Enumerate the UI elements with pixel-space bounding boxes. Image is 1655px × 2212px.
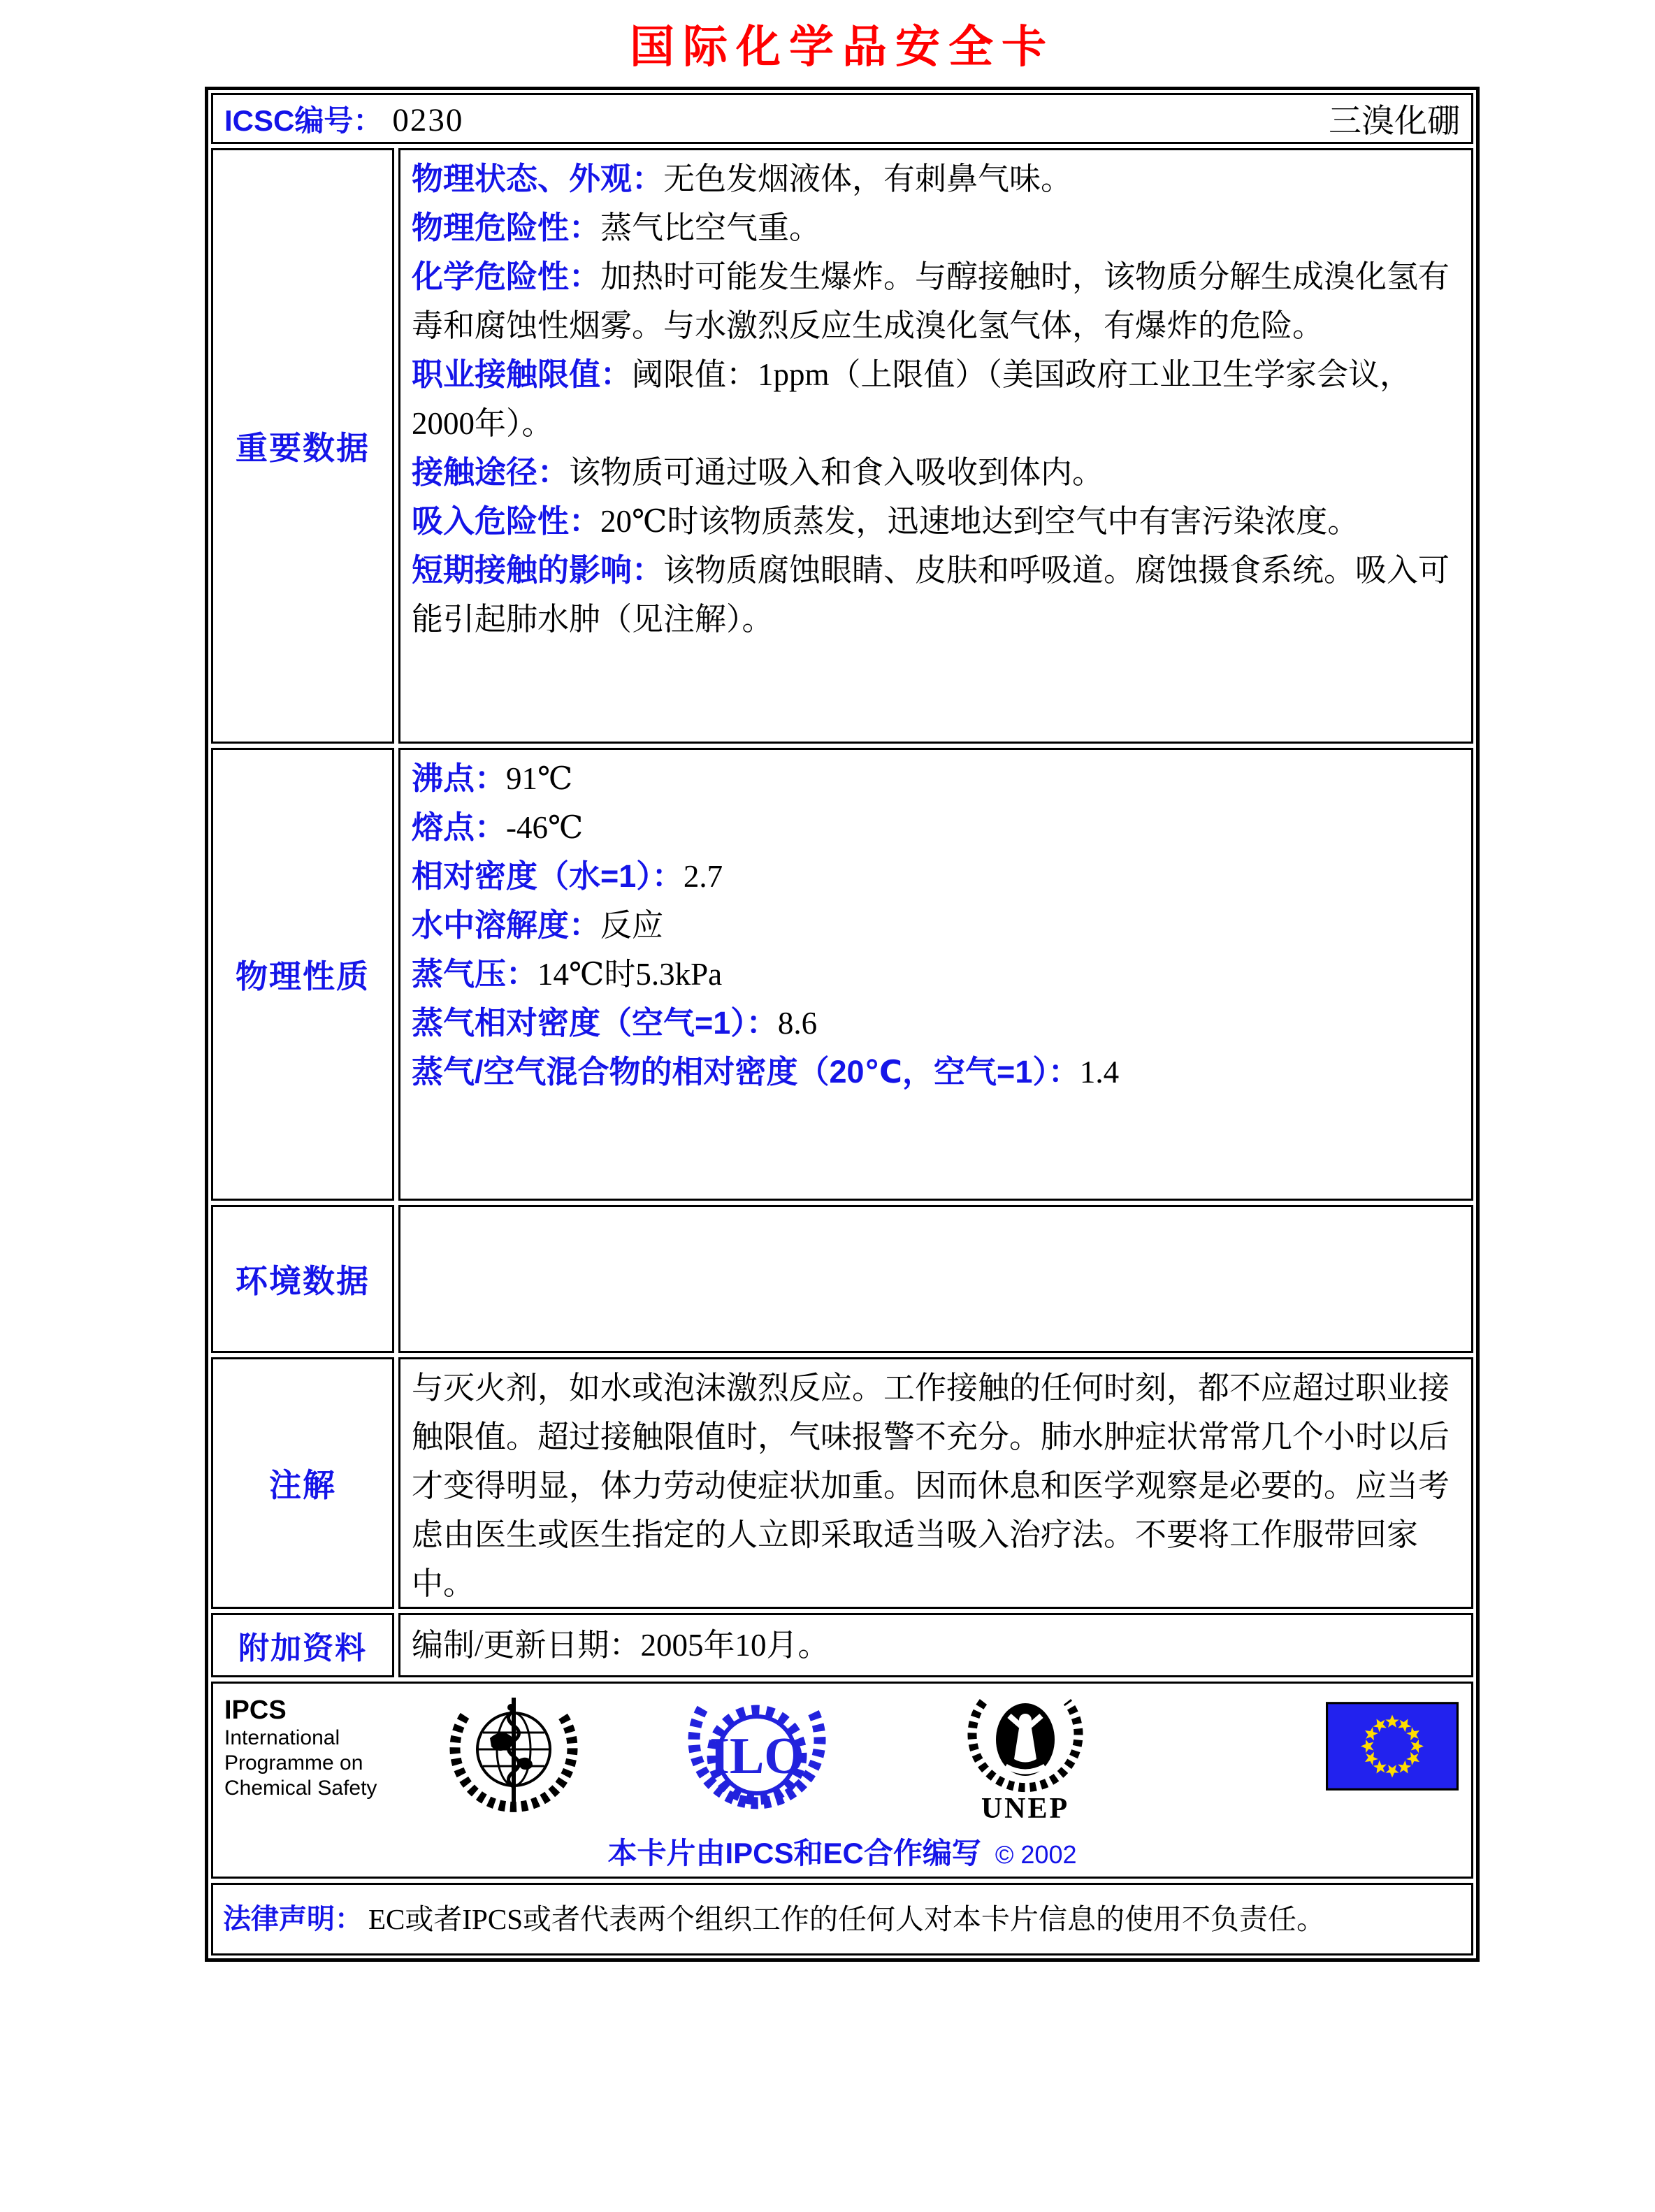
field: [412, 546, 1460, 644]
icsc-table: [205, 87, 1480, 1962]
section-heading-cell: [211, 748, 394, 1201]
section-heading: 重要数据: [236, 430, 370, 466]
field-label: 化学危险性：: [412, 259, 601, 294]
section-heading-cell: [211, 148, 394, 744]
field: [412, 803, 1460, 852]
field-text: 91℃: [506, 761, 573, 796]
section-heading: 环境数据: [236, 1263, 370, 1299]
field-text: 14℃时5.3kPa: [537, 957, 723, 992]
cooperation-caption: [213, 1830, 1471, 1872]
field-label: 熔点：: [412, 809, 507, 845]
header-cell: [211, 93, 1473, 144]
ipcs-line: Programme on: [224, 1751, 363, 1774]
header-row: [211, 93, 1473, 144]
field-label: 沸点：: [412, 760, 507, 796]
section-row-environmental-data: [211, 1205, 1473, 1353]
field-label: 接触途径：: [412, 454, 570, 490]
field: [412, 448, 1460, 497]
field-label: 蒸气/空气混合物的相对密度（20℃，空气=1）：: [412, 1054, 1080, 1090]
unep-label: UNEP: [981, 1793, 1070, 1825]
field-text: 8.6: [777, 1006, 818, 1041]
field-label: 蒸气压：: [412, 956, 538, 992]
field-label: 短期接触的影响：: [412, 552, 664, 588]
section-content: [398, 1357, 1473, 1609]
ipcs-line: Chemical Safety: [224, 1777, 377, 1800]
field: [412, 1048, 1460, 1097]
field-text: 2.7: [683, 859, 723, 894]
field-text: 1.4: [1079, 1055, 1120, 1090]
legal-label: 法律声明：: [223, 1904, 363, 1935]
field-text: 加热时可能发生爆炸。与醇接触时，该物质分解生成溴化氢有毒和腐蚀性烟雾。与水激烈反应生成溴化氢气体，有爆炸的危险。: [412, 259, 1450, 343]
field-label: 物理危险性：: [412, 210, 601, 245]
field: [412, 999, 1460, 1048]
ipcs-line: International: [224, 1726, 340, 1749]
field: [412, 754, 1460, 803]
notes-text: 与灭火剂，如水或泡沫激烈反应。工作接触的任何时刻，都不应超过职业接触限值。超过接触限值时，气味报警不充分。肺水肿症状常常几个小时以后才变得明显，体力劳动使症状加重。因而休息和医学观察是必要的。应当考虑由医生或医生指定的人立即采取适当吸入治疗法。不要将工作服带回家中。: [412, 1371, 1450, 1601]
legal-text: EC或者IPCS或者代表两个组织工作的任何人对本卡片信息的使用不负责任。: [368, 1903, 1325, 1935]
field-label: 吸入危险性：: [412, 503, 601, 539]
field-text: -46℃: [506, 810, 584, 845]
section-content: [398, 748, 1473, 1201]
field: [412, 252, 1460, 350]
section-row-physical-properties: [211, 748, 1473, 1201]
field: [412, 852, 1460, 901]
section-heading: 附加资料: [238, 1631, 367, 1665]
field-text: 无色发烟液体，有刺鼻气味。: [663, 161, 1073, 196]
page-title: 国际化学品安全卡: [630, 22, 1055, 72]
field-label: 水中溶解度：: [412, 907, 601, 943]
additional-info-text: 编制/更新日期：2005年10月。: [412, 1628, 830, 1663]
field-label: 物理状态、外观：: [412, 161, 664, 196]
section-heading: 物理性质: [236, 958, 370, 995]
field-text: 蒸气比空气重。: [600, 210, 821, 245]
section-row-important-data: [211, 148, 1473, 744]
section-heading: 注解: [269, 1467, 336, 1503]
field: [412, 950, 1460, 999]
section-row-notes: [211, 1357, 1473, 1609]
section-content: [398, 148, 1473, 744]
unep-logo: [955, 1686, 1095, 1823]
ilo-logo-icon: [677, 1685, 837, 1835]
section-content: [398, 1613, 1473, 1677]
logos-row: [211, 1682, 1473, 1879]
field-text: 阈限值：1ppm（上限值）（美国政府工业卫生学家会议，2000年）。: [412, 357, 1412, 441]
who-logo-icon: [444, 1686, 584, 1835]
field: [412, 901, 1460, 950]
field-label: 职业接触限值：: [412, 356, 633, 392]
field-text: 该物质可通过吸入和食入吸收到体内。: [569, 455, 1104, 490]
section-heading-cell: [211, 1205, 394, 1353]
field-text: 反应: [600, 908, 664, 943]
field-text: 该物质腐蚀眼睛、皮肤和呼吸道。腐蚀摄食系统。吸入可能引起肺水肿（见注解）。: [412, 553, 1450, 637]
ipcs-acronym: IPCS: [224, 1696, 287, 1725]
field: [412, 203, 1460, 252]
icsc-number-group: [224, 98, 463, 140]
ilo-letters: ILO: [709, 1728, 804, 1785]
icsc-number-label: ICSC编号：: [224, 103, 383, 137]
unep-logo-icon: [955, 1686, 1095, 1797]
section-row-additional-info: [211, 1613, 1473, 1677]
field-text: 20℃时该物质蒸发，迅速地达到空气中有害污染浓度。: [600, 504, 1359, 539]
field-label: 蒸气相对密度（空气=1）：: [412, 1005, 778, 1041]
eu-flag-icon: [1326, 1702, 1459, 1791]
field: [412, 497, 1460, 546]
legal-cell: [211, 1883, 1473, 1956]
ipcs-text-block: [224, 1695, 377, 1801]
chemical-name: 三溴化硼: [1329, 103, 1460, 140]
copyright-text: © 2002: [995, 1840, 1077, 1869]
field-label: 相对密度（水=1）：: [412, 858, 684, 894]
field: [412, 350, 1460, 448]
section-heading-cell: [211, 1613, 394, 1677]
icsc-number-value: 0230: [392, 101, 464, 138]
caption-text: 本卡片由IPCS和EC合作编写: [607, 1837, 981, 1870]
section-heading-cell: [211, 1357, 394, 1609]
section-content-empty: [398, 1205, 1473, 1353]
logos-cell: [211, 1682, 1473, 1879]
legal-row: [211, 1883, 1473, 1956]
field: [412, 154, 1460, 203]
